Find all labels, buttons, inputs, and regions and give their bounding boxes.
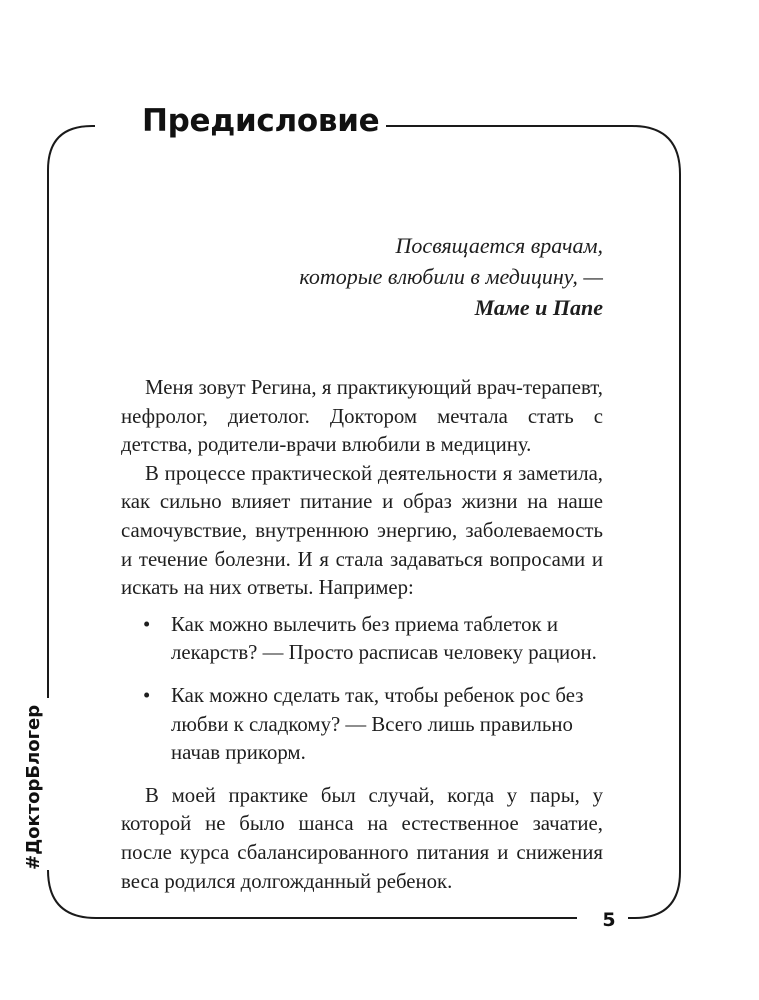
bullet-list [121, 611, 603, 768]
bullet-icon: • [143, 612, 151, 636]
list-item-text: Как можно вылечить без приема таблеток и лекарств? — Просто расписав человеку рацион. [171, 612, 597, 665]
body-text [121, 374, 603, 896]
bullet-icon: • [143, 683, 151, 707]
paragraph-3: В моей практике был случай, когда у пары, у которой не было шанса на естественное зачатие, после курса сбалансированного питания и снижения веса родился долгожданный ребенок. [121, 783, 603, 893]
dedication-line-3: Маме и Папе [474, 295, 603, 320]
frame-top-left-segment [48, 126, 95, 698]
dedication-line-1: Посвящается врачам, [395, 233, 603, 258]
page-number: 5 [602, 909, 616, 931]
paragraph-2: В процессе практической деятельности я заметила, как сильно влияет питание и образ жизни на наше самочувствие, внутреннюю энергию, заболеваемость и течение болезни. И я стала задаваться вопросами и искать на них ответы. Например: [121, 461, 603, 600]
list-item-text: Как можно сделать так, чтобы ребенок рос без любви к сладкому? — Всего лишь правильно начав прикорм. [171, 683, 584, 765]
list-item [121, 682, 603, 768]
dedication-line-2: которые влюбили в медицину, — [299, 264, 603, 289]
paragraph-1: Меня зовут Регина, я практикующий врач-терапевт, нефролог, диетолог. Доктором мечтала стать с детства, родители-врачи влюбили в медицину. [121, 376, 603, 457]
dedication [299, 230, 603, 323]
page-title: Предисловие [142, 103, 380, 139]
list-item [121, 611, 603, 668]
side-hashtag: #ДокторБлогер [23, 704, 44, 870]
